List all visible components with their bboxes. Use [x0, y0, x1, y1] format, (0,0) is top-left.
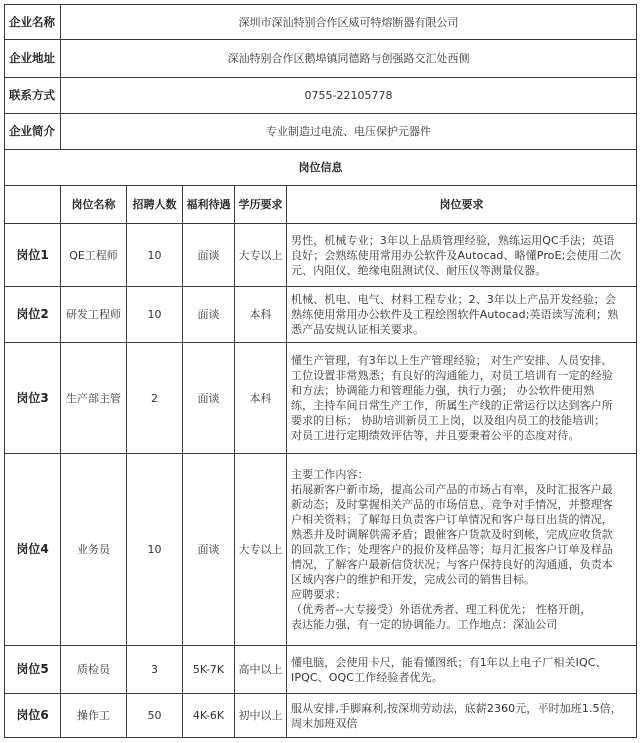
company-intro-row: [5, 114, 637, 150]
company-job-table: [4, 4, 637, 738]
position-count: 10: [127, 287, 183, 343]
jobs-header-row: [5, 186, 637, 224]
requirement-line: 对员工进行定期绩效评估等，并且要秉着公平的态度对待。: [291, 429, 580, 442]
table-row: [5, 343, 637, 454]
requirement-line: IPQC、OQC工作经验者优先。: [291, 670, 443, 684]
requirement-line: 熟悉并及时调解供需矛盾；跟催客户货款及时到帐，完成应收货款: [291, 528, 613, 541]
position-welfare: 5K-7K: [183, 646, 235, 694]
jobs-section-row: [5, 150, 637, 186]
requirement-line: 男性，机械专业；3年以上品质管理经验，熟练运用QC手法；英语: [291, 233, 615, 247]
requirement-line: （优秀者--大专接受）外语优秀者、理工科优先； 性格开朗，: [291, 603, 592, 616]
position-name: QE工程师: [61, 224, 127, 287]
position-count: 2: [127, 343, 183, 454]
table-row: [5, 224, 637, 287]
position-label: 岗位5: [5, 646, 61, 694]
requirement-line: 要求的目标； 协助培训新员工上岗，以及组内员工的技能培训；: [291, 414, 606, 427]
requirement-line: 周末加班双倍: [291, 716, 358, 730]
table-row: [5, 454, 637, 646]
requirement-line: 悉产品安规认证相关要求。: [291, 323, 425, 336]
company-name-row: [5, 5, 637, 40]
position-label: 岗位3: [5, 343, 61, 454]
position-education: 高中以上: [235, 646, 287, 694]
position-label: 岗位4: [5, 454, 61, 646]
position-welfare: 面谈: [183, 343, 235, 454]
position-count: 10: [127, 224, 183, 287]
position-count: 3: [127, 646, 183, 694]
requirement-line: 良好；会熟练使用常用办公软件及Autocad、略懂ProE;会使用二次: [291, 248, 621, 262]
jobs-section-title: 岗位信息: [5, 150, 637, 186]
position-name: 质检员: [61, 646, 127, 694]
position-requirements: [287, 343, 637, 454]
position-label: 岗位6: [5, 694, 61, 738]
requirement-line: 主要工作内容：: [291, 468, 369, 481]
position-name: 生产部主管: [61, 343, 127, 454]
position-requirements: [287, 287, 637, 343]
company-name-label: 企业名称: [5, 5, 61, 40]
requirement-line: 机械、机电、电气、材料工程专业；2、3年以上产品开发经验；会: [291, 293, 616, 306]
header-blank-cell: [5, 186, 61, 224]
header-education: 学历要求: [235, 186, 287, 224]
position-name: 业务员: [61, 454, 127, 646]
requirement-line: 表达能力强，有一定的协调能力。工作地点：深汕公司: [291, 618, 558, 631]
header-requirements: 岗位要求: [287, 186, 637, 224]
position-count: 50: [127, 694, 183, 738]
company-contact-row: [5, 78, 637, 114]
table-row: [5, 287, 637, 343]
requirement-line: 的回款工作；处理客户的报价及样品等；每月汇报客户订单及样品: [291, 543, 613, 556]
position-welfare: 面谈: [183, 224, 235, 287]
position-label: 岗位2: [5, 287, 61, 343]
requirement-line: 和方法；协调能力和管理能力强，执行力强； 办公软件使用熟: [291, 384, 595, 397]
position-requirements: [287, 694, 637, 738]
company-address-label: 企业地址: [5, 40, 61, 78]
position-welfare: 4K-6K: [183, 694, 235, 738]
company-address-row: [5, 40, 637, 78]
requirement-line: 应聘要求：: [291, 588, 347, 601]
requirement-line: 新动态；及时掌握相关产品的市场信息、竞争对手情况，并整理客: [291, 498, 613, 511]
position-welfare: 面谈: [183, 287, 235, 343]
table-row: [5, 646, 637, 694]
header-welfare: 福利待遇: [183, 186, 235, 224]
requirement-line: 工位设置非常熟悉；有良好的沟通能力，对员工培训有一定的经验: [291, 369, 613, 382]
position-name: 研发工程师: [61, 287, 127, 343]
company-address: 深汕特别合作区鹅埠镇同德路与创强路交汇处西侧: [61, 40, 637, 78]
company-contact: 0755-22105778: [61, 78, 637, 114]
requirement-line: 区域内客户的维护和开发，完成公司的销售目标。: [291, 573, 536, 586]
position-count: 10: [127, 454, 183, 646]
position-welfare: 面谈: [183, 454, 235, 646]
company-contact-label: 联系方式: [5, 78, 61, 114]
requirement-line: 懂生产管理，有3年以上生产管理经验； 对生产安排、人员安排、: [291, 354, 613, 367]
position-education: 初中以上: [235, 694, 287, 738]
company-intro-label: 企业简介: [5, 114, 61, 150]
position-requirements: [287, 646, 637, 694]
company-intro: 专业制造过电流、电压保护元器件: [61, 114, 637, 150]
requirement-line: 懂电脑，会使用卡尺，能看懂图纸；有1年以上电子厂相关IQC、: [291, 655, 607, 669]
position-education: 本科: [235, 287, 287, 343]
requirement-line: 户相关资料；了解每日负责客户订单情况和客户每日出货的情况，: [291, 513, 613, 526]
position-name: 操作工: [61, 694, 127, 738]
requirement-line: 元、内阻仪、绝缘电阻测试仪、耐压仪等测量仪器。: [291, 263, 547, 277]
requirement-line: 练，主持车间日常生产工作，所属生产线的正常运行以达到客户所: [291, 399, 613, 412]
position-label: 岗位1: [5, 224, 61, 287]
header-count: 招聘人数: [127, 186, 183, 224]
position-requirements: [287, 454, 637, 646]
position-requirements: [287, 224, 637, 287]
requirement-line: 情况，了解客户最新信贷状况；与客户保持良好的沟通通，负责本: [291, 558, 613, 571]
position-education: 本科: [235, 343, 287, 454]
requirement-line: 熟练使用常用办公软件及工程绘图软件Autocad;英语读写流利；熟: [291, 308, 619, 321]
position-education: 大专以上: [235, 224, 287, 287]
position-education: 大专以上: [235, 454, 287, 646]
requirement-line: 服从安排,手脚麻利,按深圳劳动法，底薪2360元，平时加班1.5倍，: [291, 701, 622, 715]
requirement-line: 拓展新客户新市场，提高公司产品的市场占有率，及时汇报客户最: [291, 483, 613, 496]
table-row: [5, 694, 637, 738]
header-position-name: 岗位名称: [61, 186, 127, 224]
company-name: 深圳市深汕特别合作区威可特熔断器有限公司: [61, 5, 637, 40]
